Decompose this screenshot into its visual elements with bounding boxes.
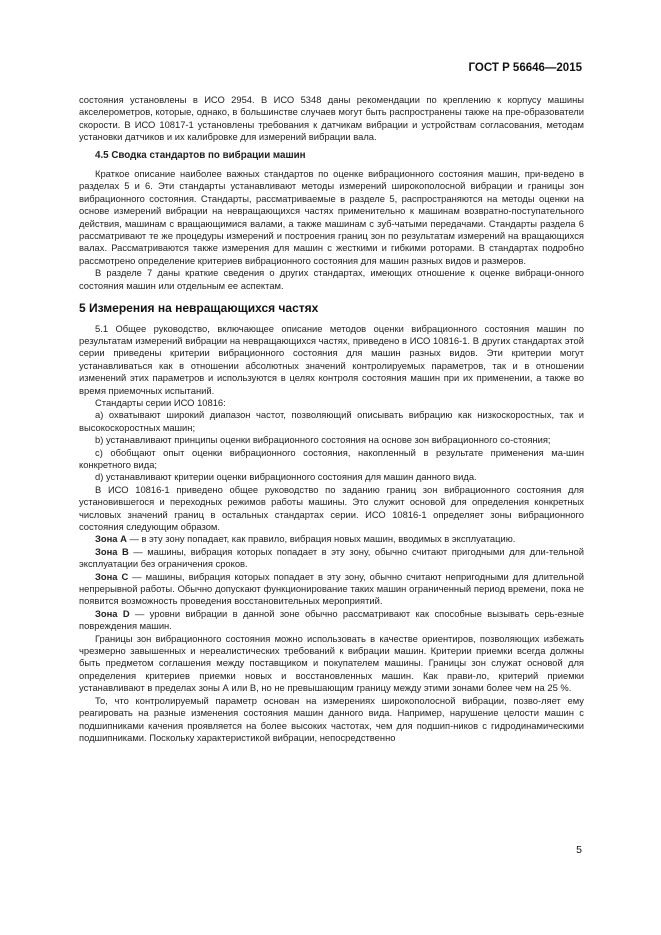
zone-a-definition	[79, 533, 584, 545]
broadband-parameter-paragraph: То, что контролируемый параметр основан на измерениях широкополосной вибрации, позво-ляет ему реагировать на разные изменения состояния машин данного вида. Например, нарушение целости машин с подшипниками качения проявляется на более высоких частотах, чем для подшип-ников с гидродинамическими подшипниками. Поскольку характеристикой вибрации, непосредственно	[79, 694, 584, 743]
zone-b-text: — машины, вибрация которых попадает в эту зону, обычно считают пригодными для дли-тельной эксплуатации без ограничения сроков.	[79, 545, 584, 570]
section-4-5-paragraph-1: Краткое описание наиболее важных стандартов по оценке вибрационного состояния машин, при-ведено в разделах 5 и 6. Эти стандарты устанавливают методы измерений широкополосной вибрации и границы зон вибрационного состояния. Стандарты, рассматриваемые в разделе 5, распространяются на методы оценки на основе измерений вибрации на невращающихся частях применительно к машинам возвратно-поступательного действия, машинам с вращающимися валами, а также машинам с зуб-чатыми передачами. Стандарты раздела 6 рассматривают те же процедуры измерений и построения границ зон по результатам измерений на вращающихся валах. Рассматриваются также измерения для машин с жесткими и гибкими роторами. В стандартах подробно рассмотрено определение критериев вибрационного состояния для машин разных видов и размеров.	[79, 168, 584, 266]
section-5-heading: 5 Измерения на невращающихся частях	[79, 301, 319, 316]
list-item-a: а) охватывают широкий диапазон частот, позволяющий описывать вибрацию как низкоскоростных, так и высокоскоростных машин;	[79, 409, 584, 433]
zones-intro-paragraph: В ИСО 10816-1 приведено общее руководство по заданию границ зон вибрационного состояния для установившегося и переходных режимов работы машины. Это служит основой для определения конкретных числовых значений границ в остальных стандартах серии. ИСО 10816-1 определяет зоны вибрационного состояния следующим образом.	[79, 483, 584, 532]
list-item-c: с) обобщают опыт оценки вибрационного состояния, накопленный в результате применения ма-шин конкретного вида;	[79, 446, 584, 470]
section-4-5-heading: 4.5 Сводка стандартов по вибрации машин	[95, 149, 306, 161]
section-4-5-paragraph-2: В разделе 7 даны краткие сведения о других стандартах, имеющих отношение к оценке вибраци-онного состояния машин или отдельным ее аспектам.	[79, 267, 584, 291]
zone-d-definition	[79, 608, 584, 633]
document-header: ГОСТ Р 56646—2015	[468, 62, 582, 74]
intro-paragraph: состояния установлены в ИСО 2954. В ИСО 5348 даны рекомендации по креплению к корпусу машины акселерометров, которые, однако, в большинстве случаев могут быть распространены также на пре-образователи скорости. В ИСО 10817-1 установлены требования к датчикам вибрации и устройствам согласования, методам установки датчиков и их калибровке для измерений вибрации вала.	[79, 94, 584, 143]
zone-b-definition	[79, 546, 584, 571]
zone-a-label: Зона А	[95, 533, 127, 545]
zone-c-text: — машины, вибрация которых попадает в эту зону, обычно считают непригодными для длительной непрерывной работы. Обычно допускают функционирование таких машин ограниченный период времени, пока не появится возможность проведения восстановительных мероприятий.	[79, 570, 584, 607]
zone-d-label: Зона D	[95, 607, 130, 619]
zone-boundaries-paragraph: Границы зон вибрационного состояния можно использовать в качестве ориентиров, позволяющих избежать чрезмерно завышенных и нереалистических требований к вибрации машин. Критерии приемки всегда должны быть предметом соглашения между поставщиком и покупателем машины. Границы зон служат основой для определения критериев приемки новых и восстановленных машин. Как прави-ло, критерий приемки устанавливают в пределах зоны А или В, но не превышающим границу между этими зонами более чем на 25 %.	[79, 632, 584, 694]
standards-series-intro: Стандарты серии ИСО 10816:	[95, 396, 226, 408]
zone-a-text: — в эту зону попадает, как правило, вибрация новых машин, вводимых в эксплуатацию.	[126, 533, 516, 545]
page-number: 5	[576, 844, 582, 856]
zone-d-text: — уровни вибрации в данной зоне обычно рассматривают как способные вызывать серь-езные повреждения машин.	[79, 607, 584, 632]
zone-b-label: Зона В	[95, 545, 129, 557]
list-item-d: d) устанавливают критерии оценки вибрационного состояния для машин данного вида.	[95, 471, 477, 483]
zone-c-definition	[79, 571, 584, 608]
zone-c-label: Зона С	[95, 570, 129, 582]
list-item-b: b) устанавливают принципы оценки вибрационного состояния на основе зон вибрационного со-стояния;	[95, 434, 551, 446]
page-body	[79, 94, 584, 744]
section-5-1-paragraph: 5.1 Общее руководство, включающее описание методов оценки вибрационного состояния машин по результатам измерений вибрации на невращающихся частях, приведено в ИСО 10816-1. В других стандартах этой серии приведены критерии вибрационного состояния для машин разных видов. Эти критерии могут устанавливаться как в отношении абсолютных значений контролируемых параметров, так и в отношении изменений этих параметров и используются в целях контроля состояния машин при их применении, а также во время приемочных испытаний.	[79, 322, 584, 396]
